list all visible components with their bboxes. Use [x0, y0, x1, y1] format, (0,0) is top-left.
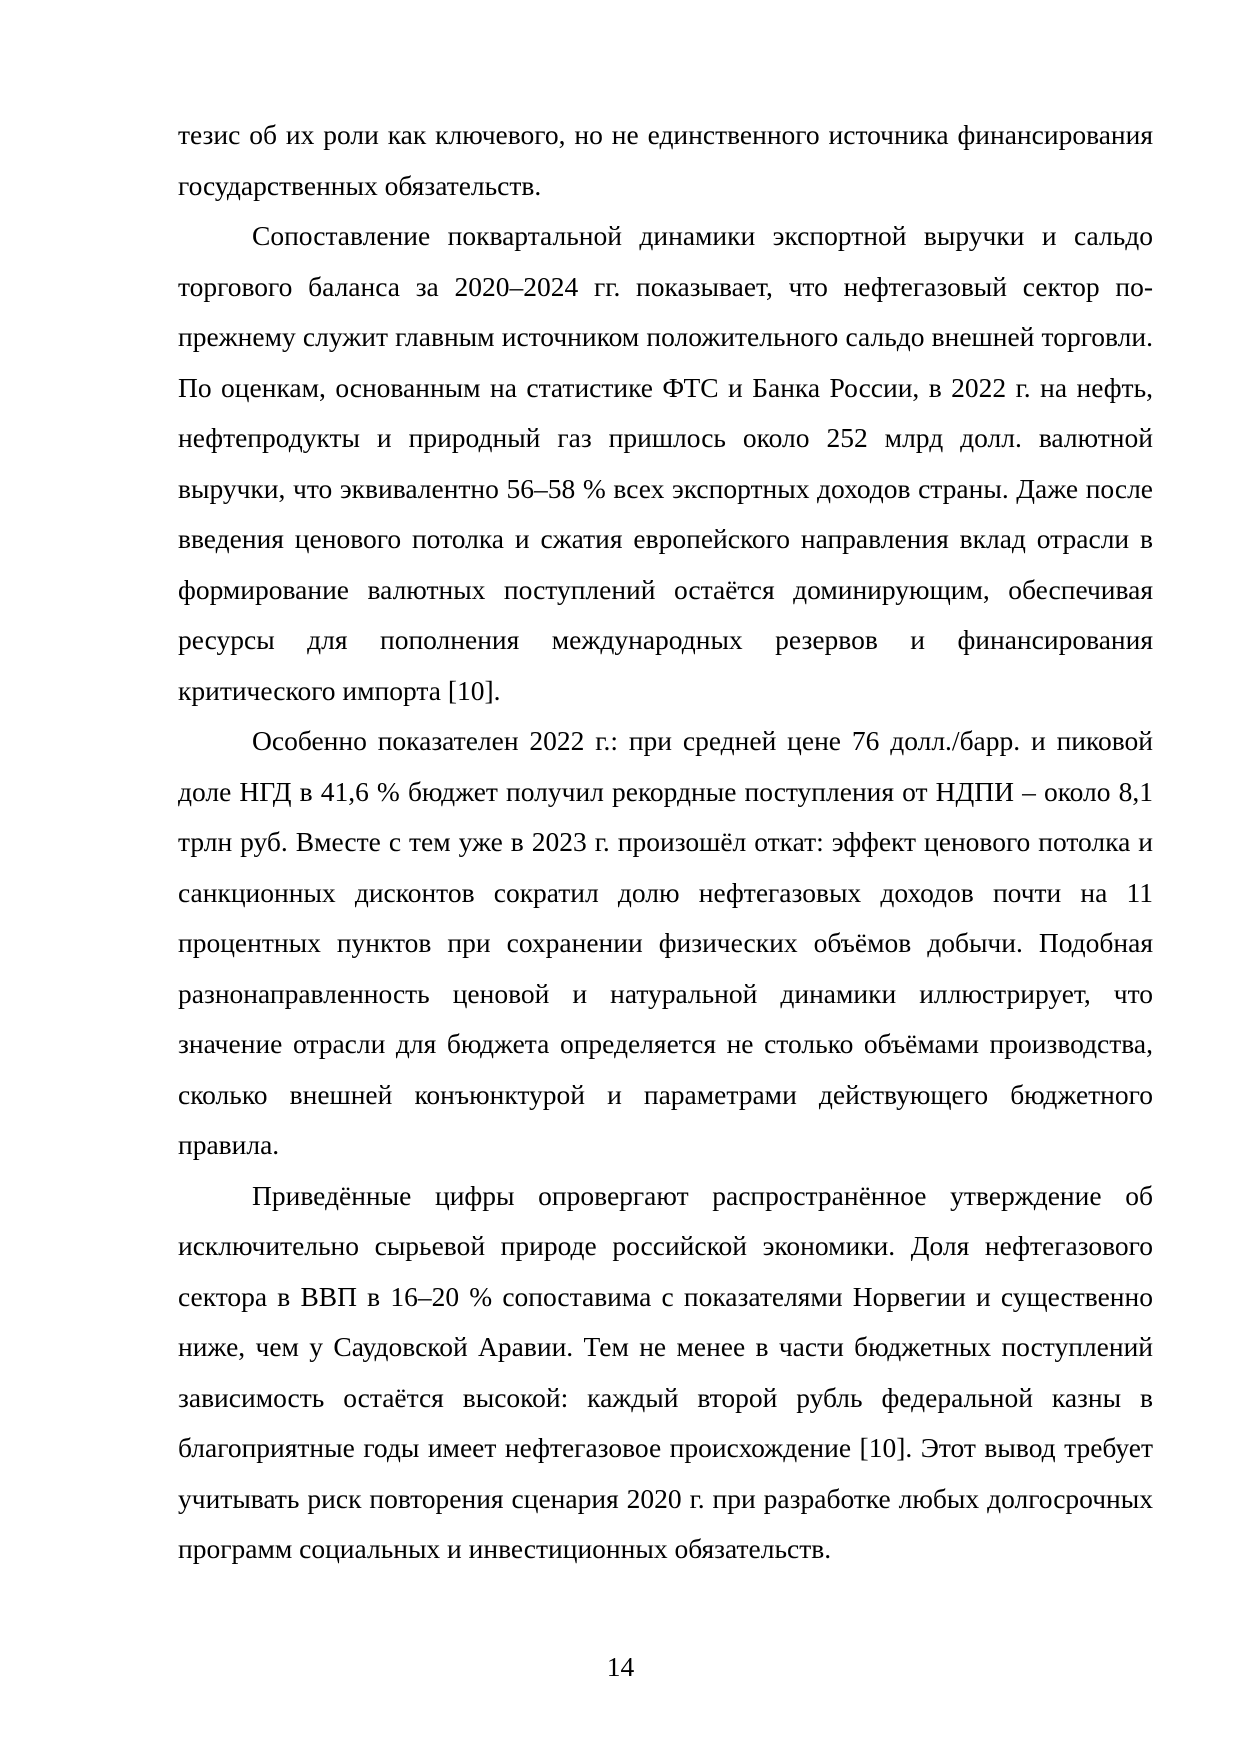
page-number: 14	[606, 1651, 635, 1682]
page-body	[178, 110, 1153, 1575]
paragraph-conclusion: Приведённые цифры опровергают распространённое утверждение об исключительно сырьевой природе российской экономики. Доля нефтегазового сектора в ВВП в 16–20 % сопоставима с показателями Норвегии и существенно ниже, чем у Саудовской Аравии. Тем не менее в части бюджетных поступлений зависимость остаётся высокой: каждый второй рубль федеральной казны в благоприятные годы имеет нефтегазовое происхождение [10]. Этот вывод требует учитывать риск повторения сценария 2020 г. при разработке любых долгосрочных программ социальных и инвестиционных обязательств.	[178, 1179, 1153, 1564]
paragraph-2022-budget: Особенно показателен 2022 г.: при средней цене 76 долл./барр. и пиковой доле НГД в 41,6 % бюджет получил рекордные поступления от НДПИ – около 8,1 трлн руб. Вместе с тем уже в 2023 г. произошёл откат: эффект ценового потолка и санкционных дисконтов сократил долю нефтегазовых доходов почти на 11 процентных пунктов при сохранении физических объёмов добычи. Подобная разнонаправленность ценовой и натуральной динамики иллюстрирует, что значение отрасли для бюджета определяется не столько объёмами производства, сколько внешней конъюнктурой и параметрами действующего бюджетного правила.	[178, 725, 1153, 1160]
paragraph-continuation: тезис об их роли как ключевого, но не единственного источника финансирования государственных обязательств.	[178, 119, 1153, 201]
paragraph-export-revenue: Сопоставление поквартальной динамики экспортной выручки и сальдо торгового баланса за 2020–2024 гг. показывает, что нефтегазовый сектор по-прежнему служит главным источником положительного сальдо внешней торговли. По оценкам, основанным на статистике ФТС и Банка России, в 2022 г. на нефть, нефтепродукты и природный газ пришлось около 252 млрд долл. валютной выручки, что эквивалентно 56–58 % всех экспортных доходов страны. Даже после введения ценового потолка и сжатия европейского направления вклад отрасли в формирование валютных поступлений остаётся доминирующим, обеспечивая ресурсы для пополнения международных резервов и финансирования критического импорта [10].	[178, 220, 1153, 706]
